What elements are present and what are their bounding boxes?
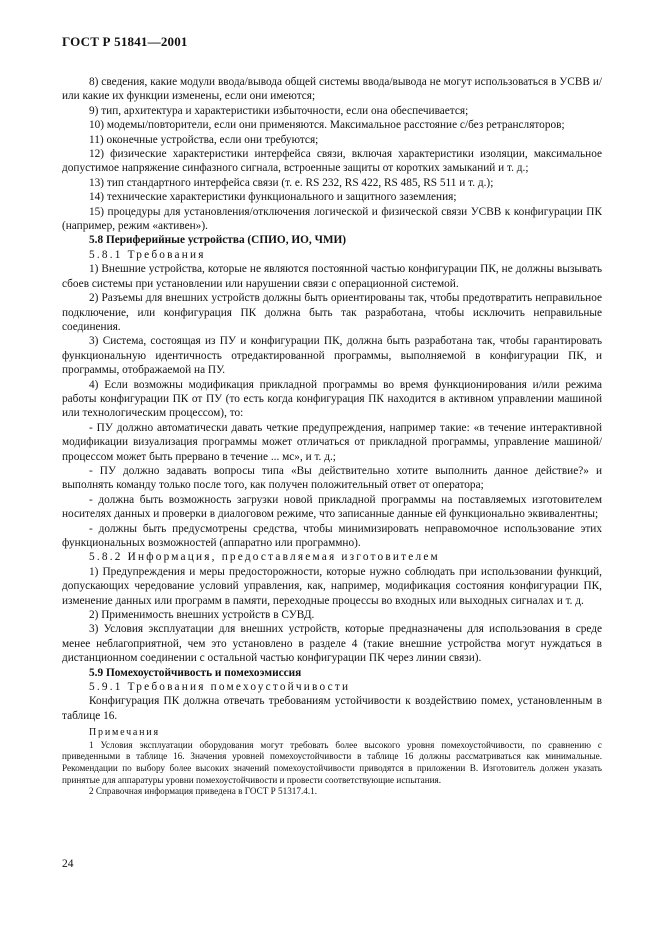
paragraph: - должны быть предусмотрены средства, чтобы минимизировать неправомочное использование этих функциональных возможностей (аппаратно или программно).: [62, 522, 602, 549]
section-heading: 5.9 Помехоустойчивость и помехоэмиссия: [89, 666, 302, 679]
notes-block: [62, 727, 602, 798]
paragraph: 13) тип стандартного интерфейса связи (т. е. RS 232, RS 422, RS 485, RS 511 и т. д.);: [89, 176, 494, 189]
paragraph: 11) оконечные устройства, если они требуются;: [89, 133, 319, 146]
paragraph: - должна быть возможность загрузки новой прикладной программы на поставляемых изготовителем носителях данных и проверки в диалоговом режиме, что записанные данные ей функционально эквивалентны;: [62, 493, 602, 521]
notes-title: Примечания: [89, 727, 160, 739]
paragraph: - ПУ должно автоматически давать четкие предупреждения, например такие: «в течение интерактивной модификации визуализация программы может отличаться от прикладной программы, управление машиной/процессом может быть прервано в течение ... мс», и т. д.;: [62, 421, 602, 463]
paragraph: 1) Внешние устройства, которые не являются постоянной частью конфигурации ПК, не должны вызывать сбоев системы при установлении или нарушении связи с операционной системой.: [62, 263, 602, 290]
paragraph: Конфигурация ПК должна отвечать требованиям устойчивости к воздействию помех, установленным в таблице 16.: [62, 695, 602, 722]
paragraph: 15) процедуры для установления/отключения логической и физической связи УСВВ к конфигурации ПК (например, режим «активен»).: [62, 205, 602, 233]
paragraph: - ПУ должно задавать вопросы типа «Вы действительно хотите выполнить данное действие?» и выполнять команду только после того, как получен положительный ответ от оператора;: [62, 464, 602, 492]
paragraph: 3) Условия эксплуатации для внешних устройств, которые предназначены для использования в среде менее неблагоприятной, чем это установлено в разделе 4 (такие внешние устройства могут нуждаться в дистанционном соединении с остальной частью конфигурации ПК через линии связи).: [62, 623, 602, 665]
document-header: ГОСТ Р 51841—2001: [62, 34, 188, 49]
subsection-heading: 5.8.1 Требования: [89, 248, 206, 261]
paragraph: 10) модемы/повторители, если они применяются. Максимальное расстояние с/без ретрансляторов;: [89, 119, 565, 132]
subsection-heading: 5.9.1 Требования помехоустойчивости: [89, 681, 351, 694]
paragraph: 12) физические характеристики интерфейса связи, включая характеристики изоляции, максимальное допустимое напряжение синфазного сигнала, встроенные защиты от коротких замыканий и т. д.;: [62, 148, 602, 175]
paragraph: 14) технические характеристики функционального и защитного заземления;: [89, 191, 457, 204]
paragraph: 8) сведения, какие модули ввода/вывода общей системы ввода/вывода не могут использоваться в УСВВ и/или какие их функции изменены, если они имеются;: [62, 76, 602, 103]
page-body: [62, 75, 602, 798]
paragraph: 2) Разъемы для внешних устройств должны быть ориентированы так, чтобы предотвратить неправильное подключение, или конфигурация ПК должна быть так разработана, чтобы исключить неправильные соединения.: [62, 292, 602, 333]
paragraph: 4) Если возможны модификация прикладной программы во время функционирования и/или режима работы конфигурации ПК от ПУ (то есть когда конфигурация ПК находится в активном управлении машиной или технологическим процессом), то:: [62, 378, 602, 420]
paragraph: 1) Предупреждения и меры предосторожности, которые нужно соблюдать при использовании функций, допускающих чередование условий управления, как, например, модификация состояния конфигурации ПК, изменение данных или программ в памяти, переходные процессы во входных или выходных сигналах и т. д.: [62, 565, 602, 607]
section-heading: 5.8 Периферийные устройства (СПИО, ИО, ЧМИ): [89, 234, 347, 247]
paragraph: 9) тип, архитектура и характеристики избыточности, если она обеспечивается;: [89, 104, 469, 117]
page-number: 24: [62, 858, 74, 870]
note: 1 Условия эксплуатации оборудования могут требовать более высокого уровня помехоустойчивости, по сравнению с приведенными в таблице 16. Значения уровней помехоустойчивости в таблице 16 должны рассматриваться как минимальные. Рекомендации по выбору более высоких значений помехоустойчивости приводятся в приложении В. Изготовитель должен указать принятые для аппаратуры уровни помехоустойчивости и провести соответствующие испытания.: [62, 739, 602, 785]
subsection-heading: 5.8.2 Информация, предоставляемая изготовителем: [89, 551, 440, 564]
paragraph: 3) Система, состоящая из ПУ и конфигурации ПК, должна быть разработана так, чтобы гарантировать функциональную идентичность отредактированной программы, выполняемой в конфигурации ПК, и программы, отображаемой на ПУ.: [62, 335, 602, 377]
paragraph: 2) Применимость внешних устройств в СУВД.: [89, 609, 315, 622]
note: 2 Справочная информация приведена в ГОСТ Р 51317.4.1.: [89, 786, 318, 797]
